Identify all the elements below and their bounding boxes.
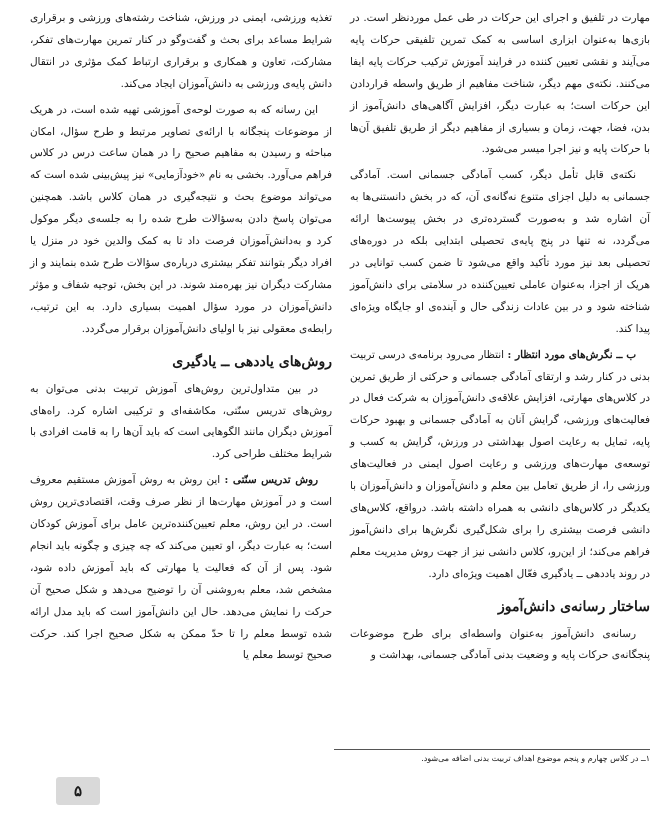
paragraph: رسانه‌ی دانش‌آموز به‌عنوان واسطه‌ای برای طرح موضوعات پنجگانه‌ی حرکات پایه و وضعیت بدنی آمادگی جسمانی، بهداشت و <box>350 627 650 662</box>
paragraph: تغذیه ورزشی، ایمنی در ورزش، شناخت رشته‌های ورزشی و برقراری شرایط مساعد برای بحث و گفت‌وگو در کنار تمرین مهارت‌های تفکر، مشارکت، تعاون و همکاری و برقراری ارتباط کمک مؤثری در انتقال دانش پایه‌ی ورزشی به دانش‌آموزان ایجاد می‌کند. <box>30 12 332 90</box>
page-number: ۵ <box>73 782 83 800</box>
section-heading: ساختار رسانه‌ی دانش‌آموز <box>497 598 650 615</box>
footnote: ۱ــ در کلاس چهارم و پنجم موضوع اهداف تربیت بدنی اضافه می‌شود. <box>421 754 650 763</box>
section-heading: روش‌های یاددهی ــ یادگیری <box>172 353 332 370</box>
paragraph <box>30 470 332 667</box>
paragraph: نکته‌ی قابل تأمل دیگر، کسب آمادگی جسمانی است. آمادگی جسمانی به دلیل اجزای متنوع نه‌گانه‌ی آن، که در بخش دانستنی‌ها به آن اشاره شد و به‌صورت گسترده‌تری در بخش پیوست‌ها ارائه می‌گردد، نه تنها در پنج پایه‌ی تحصیلی ابتدایی بلکه در دوره‌های تحصیلی بعد نیز مورد تأکید واقع می‌شود تا ضمن کسب توانایی در هریک از اجزا، به‌عنوان عاملی تعیین‌کننده در سلامتی برای دانش‌آموز شناخته شود و در بین عادات زندگی حال و آینده‌ی او جایگاه ویژه‌ای پیدا کند. <box>350 169 650 335</box>
paragraph <box>350 345 650 586</box>
run-in-heading: ب ــ نگرش‌های مورد انتظار : <box>507 348 636 361</box>
paragraph: در بین متداول‌ترین روش‌های آموزش تربیت بدنی می‌توان به روش‌های تدریس سنّتی، مکاشفه‌ای و ترکیبی اشاره کرد. راه‌های آموزش دیگران مانند الگوهایی است که باید آن‌ها را به قامت افرادی با شرایط مختلف طراحی کرد. <box>30 382 332 461</box>
footnote-divider <box>334 749 650 750</box>
paragraph-text: انتظار می‌رود برنامه‌ی درسی تربیت بدنی در کنار رشد و ارتقای آمادگی جسمانی و حرکتی از طریق تمرین در کلاس‌های مهارتی، افزایش علاقه‌ی دانش‌آموزان به شرکت فعال در فعالیت‌های ورزشی، گرایش آنان به آمادگی جسمانی و بهبود حرکات پایه، تمایل به رعایت اصول بهداشتی در ورزش، گرایش به کسب و توسعه‌ی مهارت‌های ورزشی و رعایت اصول ایمنی در فعالیت‌های ورزشی را، از طریق تعامل بین معلم و دانش‌آموزان و دانش‌آموزان با یکدیگر در کلاس‌های دانشی به همراه داشته باشد. درواقع، کلاس‌های دانشی فرصت بیشتری را برای شکل‌گیری نگرش‌ها برای دانش‌آموز فراهم می‌کند؛ از این‌رو، کلاس دانشی نیز از جهت روش مدیریت معلم در روند یاددهی ــ یادگیری فعّال اهمیت ویژه‌ای دارد. <box>350 348 650 580</box>
left-column <box>30 8 332 671</box>
paragraph-text: این روش به روش آموزش مستقیم معروف است و در آموزش مهارت‌ها از نظر صرف وقت، اقتصادی‌ترین روش است. در این روش، معلم تعیین‌کننده‌ترین عامل برای آموزش کودکان است؛ به عبارت دیگر، او تعیین می‌کند که چه چیزی و چگونه باید انجام شود. پس از آن که فعالیت یا مهارتی که باید آموزش داده شود، مشخص شد، معلم به‌روشنی آن را توضیح می‌دهد و شکل صحیح آن حرکت را نمایش می‌دهد. حال این دانش‌آموز است که باید مدل ارائه شده توسط معلم را تا حدّ ممکن به شکل صحیح اجرا کند. حرکت صحیح توسط معلم یا <box>30 474 332 662</box>
paragraph: این رسانه که به صورت لوحه‌ی آموزشی تهیه شده است، در هریک از موضوعات پنجگانه با ارائه‌ی تصاویر مرتبط و طرح سؤال، امکان مباحثه و رسیدن به مفاهیم صحیح را در همان ساعت درس در کلاس فراهم می‌آورد. بخشی به نام «خودآزمایی» نیز پیش‌بینی شده است که می‌تواند موضوع بحث و نتیجه‌گیری در همان کلاس باشد. همچنین می‌توان پاسخ دادن به‌سؤالات طرح شده را به جلسه‌ی دیگر موکول کرد و به‌دانش‌آموزان فرصت داد تا به کمک والدین خود در منزل یا افراد دیگر بتوانند تفکر بیشتری درباره‌ی سؤالات طرح شده بنمایند و از مشارکت دیگران نیز بهره‌مند شوند. در این بخش، توجیه شفاف و مؤثر دانش‌آموزان در مورد سؤال اهمیت بسیاری دارد. به این ترتیب، رابطه‌ی معقولی نیز با اولیای دانش‌آموزان برقرار می‌گردد. <box>30 103 332 335</box>
right-column <box>350 8 650 671</box>
run-in-heading: روش تدریس سنّتی : <box>224 474 318 487</box>
page-number-badge <box>56 777 100 805</box>
paragraph: مهارت در تلفیق و اجرای این حرکات در طی عمل موردنظر است. در بازی‌ها به‌عنوان ابزاری اساسی به کمک تمرین تلفیقی حرکات پایه می‌آیند و نقشی تعیین کننده در فرایند آموزش ترکیب حرکات پایه ایفا می‌کنند. نکته‌ی مهم دیگر، شناخت مفاهیم از طریق واسطه قراردادن این حرکات است؛ به عبارت دیگر، افزایش آگاهی‌های دانش‌آموز از بدن، فضا، جهت، زمان و بسیاری از مفاهیم دیگر از طریق تلفیق آن‌ها با حرکات پایه و نیز اجرا میسر می‌شود. <box>350 12 650 156</box>
